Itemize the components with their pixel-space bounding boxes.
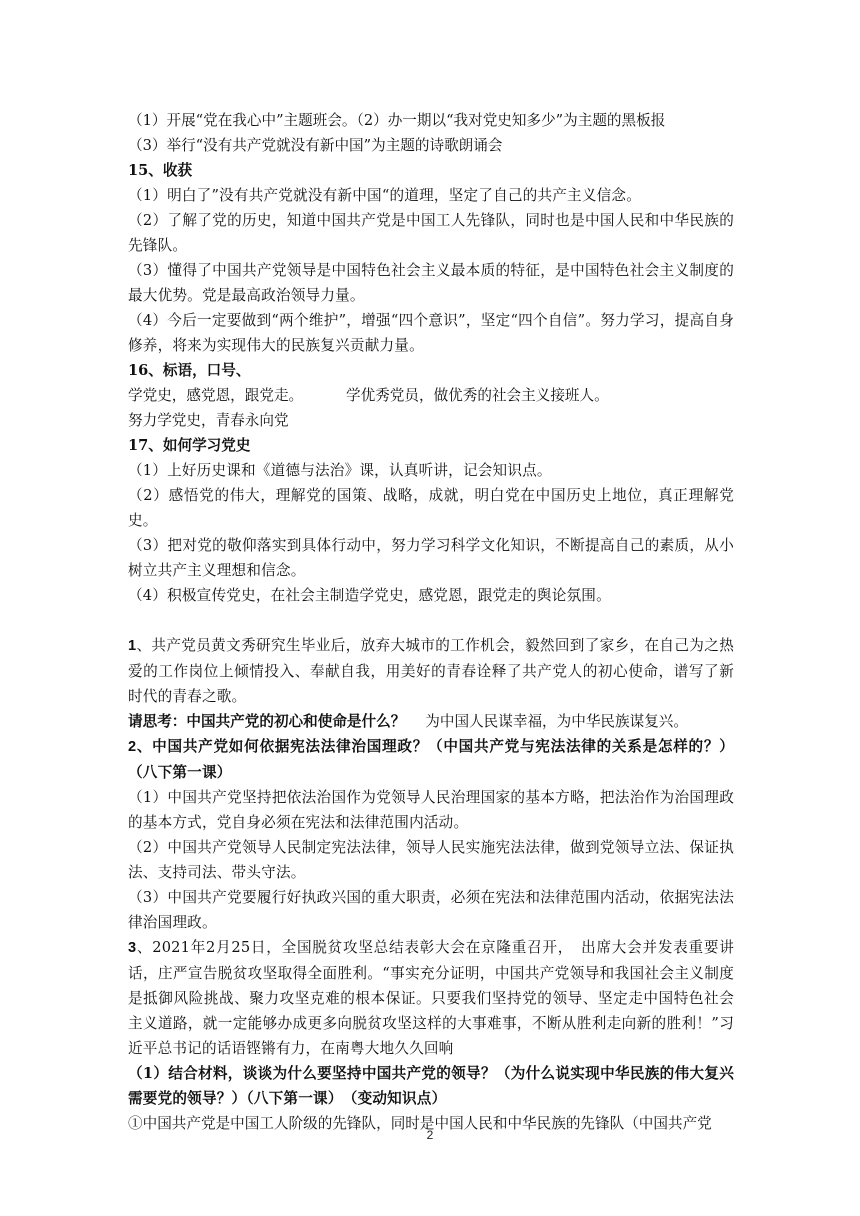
s15-item-4: （4）今后一定要做到“两个维护”，增强“四个意识”，坚定“四个自信”。努力学习，提高自身修养，将来为实现伟大的民族复兴贡献力量。 — [128, 312, 734, 354]
q2-item-2: （2）中国共产党领导人民制定宪法法律，领导人民实施宪法法律，做到党领导立法、保证执法、支持司法、带头守法。 — [128, 839, 734, 881]
question-2-number: 2 — [128, 739, 137, 755]
think-answer: 为中国人民谋幸福，为中华民族谋复兴。 — [425, 713, 688, 730]
s17-item-1: （1）上好历史课和《道德与法治》课，认真听讲，记会知识点。 — [128, 462, 552, 479]
question-3-text: 、2021年2月25日，全国脱贫攻坚总结表彰大会在京隆重召开， 出席大会并发表重要讲话，庄严宣告脱贫攻坚取得全面胜利。“事实充分证明，中国共产党领导和我国社会主义制度是抵御风险挑战、聚力攻坚克难的根本保证。只要我们坚持党的领导、坚定走中国特色社会主义道路，就一定能够办成更多向脱贫攻坚这样的大事难事，不断从胜利走向新的胜利！”习近平总书记的话语铿锵有力，在南粤大地久久回响 — [128, 939, 734, 1057]
think-label: 请思考：中国共产党的初心和使命是什么？ — [128, 713, 406, 730]
question-3-sub-heading: （1）结合材料，谈谈为什么要坚持中国共产党的领导？（为什么说实现中华民族的伟大复兴需要党的领导？）（八下第一课） （变动知识点） — [128, 1065, 734, 1107]
activity-line-2: （3）举行“没有共产党就没有新中国”为主题的诗歌朗诵会 — [128, 137, 503, 154]
question-3-material — [128, 935, 734, 1061]
question-3-answer-line: ①中国共产党是中国工人阶级的先锋队，同时是中国人民和中华民族的先锋队（中国共产党 — [128, 1115, 712, 1132]
question-3-number: 3 — [128, 940, 137, 956]
section-spacer — [128, 608, 734, 633]
slogan-1: 学党史，感党恩，跟党走。 — [128, 387, 304, 404]
slogan-line — [128, 383, 734, 408]
section-15-heading: 15、收获 — [128, 162, 193, 179]
s15-item-3: （3）懂得了中国共产党领导是中国特色社会主义最本质的特征，是中国特色社会主义制度的最大优势。党是最高政治领导力量。 — [128, 262, 734, 304]
question-2-heading — [128, 734, 734, 785]
document-body — [128, 108, 734, 1136]
q2-item-3: （3）中国共产党要履行好执政兴国的重大职责，必须在宪法和法律范围内活动，依据宪法法律治国理政。 — [128, 889, 734, 931]
s15-item-2: （2）了解了党的历史，知道中国共产党是中国工人先锋队，同时也是中国人民和中华民族的先锋队。 — [128, 212, 734, 254]
question-1-text: 、共产党员黄文秀研究生毕业后，放弃大城市的工作机会，毅然回到了家乡，在自己为之热爱的工作岗位上倾情投入、奉献自我，用美好的青春诠释了共产党人的初心使命，谱写了新时代的青春之歌。 — [128, 637, 734, 705]
section-16-heading: 16、标语，口号、 — [128, 362, 251, 379]
slogan-3: 努力学党史，青春永向党 — [128, 412, 289, 429]
s17-item-4: （4）积极宣传党史，在社会主制造学党史，感党恩，跟党走的舆论氛围。 — [128, 587, 611, 604]
q2-item-1: （1）中国共产党坚持把依法治国作为党领导人民治理国家的基本方略，把法治作为治国理政的基本方式，党自身必须在宪法和法律范围内活动。 — [128, 789, 734, 831]
question-1-material — [128, 633, 734, 709]
question-1-think — [128, 709, 734, 734]
slogan-2: 学优秀党员，做优秀的社会主义接班人。 — [346, 387, 609, 404]
s15-item-1: （1）明白了”没有共产党就没有新中国“的道理，坚定了自己的共产主义信念。 — [128, 187, 642, 204]
question-1-number: 1 — [128, 638, 137, 654]
s17-item-3: （3）把对党的敬仰落实到具体行动中，努力学习科学文化知识，不断提高自己的素质，从小树立共产主义理想和信念。 — [128, 537, 734, 579]
page-number: 2 — [426, 1128, 434, 1142]
section-17-heading: 17、如何学习党史 — [128, 437, 251, 454]
activity-line-1: （1）开展“党在我心中”主题班会。（2）办一期以“我对党史知多少”为主题的黑板报 — [128, 112, 666, 129]
s17-item-2: （2）感悟党的伟大，理解党的国策、战略，成就，明白党在中国历史上地位，真正理解党史。 — [128, 487, 734, 529]
question-2-heading-text: 、中国共产党如何依据宪法法律治国理政？（中国共产党与宪法法律的关系是怎样的？）（八下第一课） — [128, 738, 734, 781]
